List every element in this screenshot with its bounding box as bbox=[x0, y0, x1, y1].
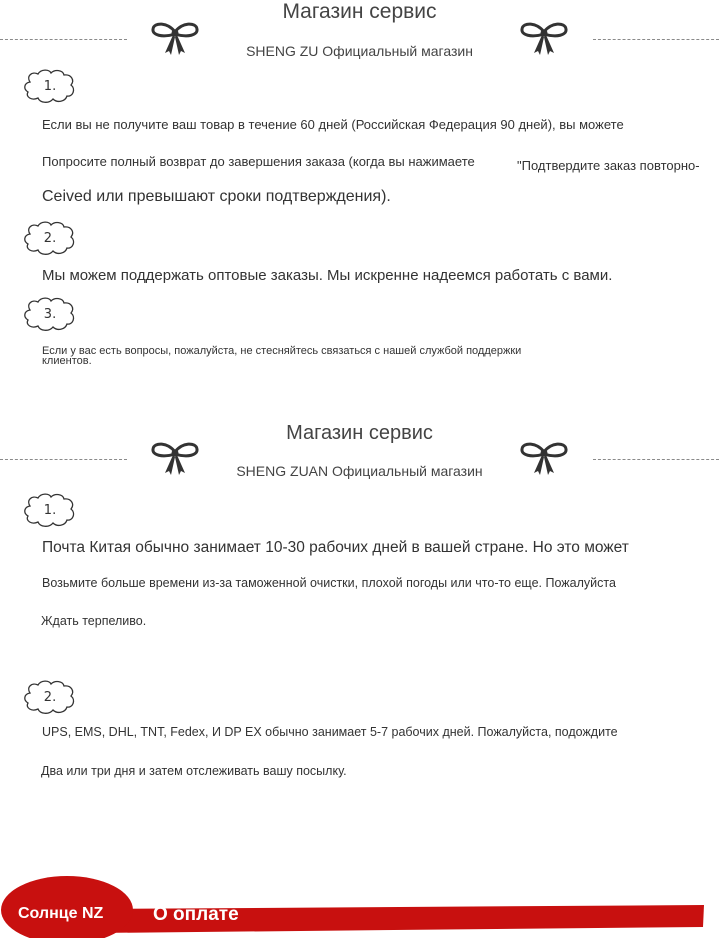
item-text-line: "Подтвердите заказ повторно- bbox=[517, 158, 700, 173]
item-text-line: Попросите полный возврат до завершения заказа (когда вы нажимаете bbox=[42, 154, 475, 169]
divider-right bbox=[593, 39, 719, 40]
item-text-line: UPS, EMS, DHL, TNT, Fedex, И DP EX обычно занимает 5-7 рабочих дней. Пожалуйста, подождите bbox=[42, 725, 618, 739]
item-number: 1. bbox=[43, 79, 57, 94]
item-number: 2. bbox=[43, 231, 57, 246]
section-title: Магазин сервис bbox=[286, 422, 433, 444]
item-text-line: Ждать терпеливо. bbox=[41, 614, 147, 628]
item-number-cloud bbox=[22, 492, 78, 530]
item-text-line: Мы можем поддержать оптовые заказы. Мы искренне надеемся работать с вами. bbox=[42, 267, 613, 284]
item-number-cloud bbox=[22, 68, 78, 106]
item-number-cloud bbox=[22, 220, 78, 258]
section-title: Магазин сервис bbox=[282, 0, 437, 23]
footer-banner bbox=[0, 870, 719, 938]
item-text-line: Возьмите больше времени из-за таможенной очистки, плохой погоды или что-то еще. Пожалуйста bbox=[42, 576, 616, 590]
divider-right bbox=[593, 459, 719, 460]
item-number: 1. bbox=[43, 503, 57, 518]
footer-title: О оплате bbox=[153, 904, 239, 925]
footer-brand: Солнце NZ bbox=[18, 905, 104, 922]
divider-left bbox=[0, 39, 127, 40]
divider-left bbox=[0, 459, 127, 460]
section-subtitle: SHENG ZUAN Официальный магазин bbox=[236, 463, 483, 479]
item-text-line: Если у вас есть вопросы, пожалуйста, не стесняйтесь связаться с нашей службой поддержки bbox=[42, 345, 522, 357]
item-number: 3. bbox=[43, 307, 57, 322]
item-text-line: Почта Китая обычно занимает 10-30 рабочих дней в вашей стране. Но это может bbox=[42, 539, 629, 556]
section-subtitle: SHENG ZU Официальный магазин bbox=[246, 43, 473, 59]
item-number-cloud bbox=[22, 296, 78, 334]
item-number-cloud bbox=[22, 679, 78, 717]
item-text-line: клиентов. bbox=[42, 355, 92, 367]
item-text-line: Если вы не получите ваш товар в течение 60 дней (Российская Федерация 90 дней), вы можете bbox=[42, 117, 624, 132]
item-text-line: Ceived или превышают сроки подтверждения). bbox=[42, 188, 391, 205]
item-text-line: Два или три дня и затем отслеживать вашу посылку. bbox=[41, 764, 347, 778]
item-number: 2. bbox=[43, 690, 57, 705]
